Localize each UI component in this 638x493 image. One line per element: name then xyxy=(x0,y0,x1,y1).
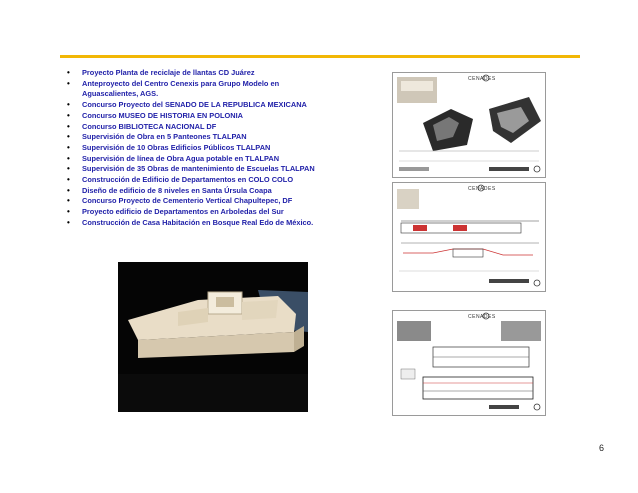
list-item: • Construcción de Casa Habitación en Bosque Real Edo de México. xyxy=(62,218,362,229)
list-item: • Concurso Proyecto del SENADO DE LA REPUBLICA MEXICANA xyxy=(62,100,362,111)
list-item: • Concurso BIBLIOTECA NACIONAL DF xyxy=(62,122,362,133)
sheet-logo: CENADES xyxy=(468,186,496,192)
list-item xyxy=(62,79,362,100)
list-item: • Proyecto edificio de Departamentos en Arboledas del Sur xyxy=(62,207,362,218)
top-accent-rule xyxy=(60,55,580,58)
page-number: 6 xyxy=(598,443,604,453)
list-item-text: Anteproyecto del Centro Cenexis para Grupo Modelo en xyxy=(82,78,280,88)
list-item: • Diseño de edificio de 8 niveles en Santa Úrsula Coapa xyxy=(62,186,362,197)
list-item-continuation: Aguascalientes, AGS. xyxy=(82,89,159,99)
drawing-sheet-1 xyxy=(392,72,546,178)
site-plan-drawing xyxy=(393,73,545,177)
list-item: • Construcción de Edificio de Departamentos en COLO COLO xyxy=(62,175,362,186)
section-drawing xyxy=(393,311,545,415)
elevation-drawing xyxy=(393,183,545,291)
model-illustration xyxy=(118,262,308,412)
drawing-sheet-3 xyxy=(392,310,546,416)
list-item: • Proyecto Planta de reciclaje de llantas CD Juárez xyxy=(62,68,362,79)
drawing-sheet-2 xyxy=(392,182,546,292)
sheet-logo: CENADES xyxy=(468,314,496,320)
list-item: • Supervisión de línea de Obra Agua potable en TLALPAN xyxy=(62,154,362,165)
list-item: • Supervisión de Obra en 5 Panteones TLALPAN xyxy=(62,132,362,143)
list-item: • Concurso Proyecto de Cementerio Vertical Chapultepec, DF xyxy=(62,196,362,207)
project-list xyxy=(62,68,362,229)
list-item: • Supervisión de 10 Obras Edificios Públicos TLALPAN xyxy=(62,143,362,154)
list-item: • Supervisión de 35 Obras de mantenimiento de Escuelas TLALPAN xyxy=(62,164,362,175)
architectural-model-photo xyxy=(118,262,308,412)
sheet-logo: CENADES xyxy=(468,76,496,82)
list-item: • Concurso MUSEO DE HISTORIA EN POLONIA xyxy=(62,111,362,122)
